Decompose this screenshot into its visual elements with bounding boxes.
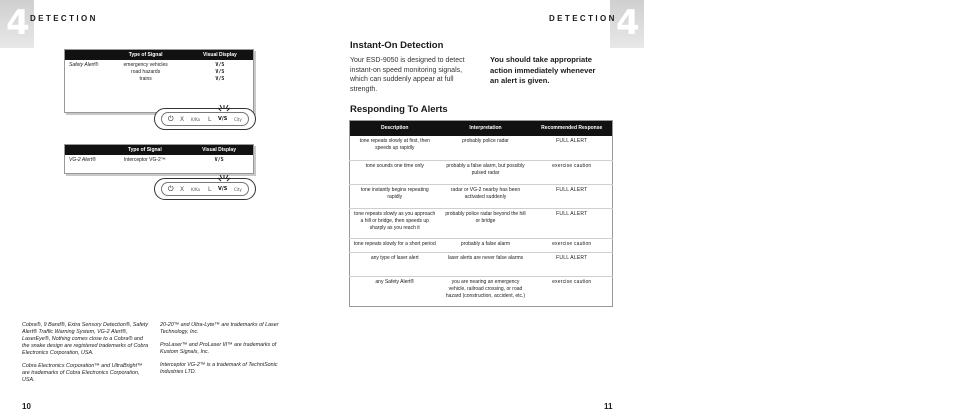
section-title-right: DETECTION bbox=[549, 14, 617, 23]
band-l-label: L bbox=[208, 186, 212, 193]
resp-interpretation: radar or VG-2 nearby has been activated suddenly bbox=[440, 185, 532, 209]
responding-table bbox=[349, 120, 613, 307]
table1-header-display: Visual Display bbox=[187, 50, 254, 61]
resp-header-interpretation: Interpretation bbox=[440, 121, 532, 136]
resp-interpretation: probably a false alarm bbox=[440, 239, 532, 253]
trademark-note: 20-20™ and Ultra-Lyte™ are trademarks of Laser Technology, Inc. bbox=[160, 322, 279, 335]
band-kka-label: K/Ka bbox=[191, 187, 200, 192]
resp-description: tone instantly begins repeating rapidly bbox=[350, 185, 440, 209]
responding-heading: Responding To Alerts bbox=[350, 104, 448, 115]
vg2-alert-table bbox=[64, 144, 254, 174]
resp-interpretation: probably police radar beyond the hill or bridge bbox=[440, 209, 532, 239]
resp-recommendation: FULL ALERT bbox=[532, 136, 613, 161]
resp-description: tone sounds one time only bbox=[350, 161, 440, 185]
safety-alert-table bbox=[64, 49, 254, 113]
table-row bbox=[350, 239, 613, 253]
chapter-number-right: 4 bbox=[616, 3, 640, 43]
table2-header-blank bbox=[65, 145, 105, 156]
signal-type: Interceptor VG-2™ bbox=[123, 157, 166, 163]
resp-interpretation: laser alerts are never false alarms bbox=[440, 253, 532, 277]
alert-warning: You should take appropriate action immediately whenever an alert is given. bbox=[490, 55, 596, 85]
table-row bbox=[350, 185, 613, 209]
signal-type-item: road hazards bbox=[131, 69, 161, 75]
resp-description: any type of laser alert bbox=[350, 253, 440, 277]
resp-recommendation: exercise caution bbox=[532, 161, 613, 185]
display-value: V/S bbox=[215, 62, 225, 68]
trademark-note: Cobra®, 9 Band®, Extra Sensory Detection®, Safety Alert® Traffic Warning System, VG-2 Alert®, LaserEye®, Nothing comes close to a Cobra® and the snake design are registered trademarks of Cobra Electronics Corporation, USA. bbox=[22, 322, 149, 356]
chapter-number-left: 4 bbox=[6, 3, 30, 43]
display-window bbox=[161, 182, 249, 196]
table2-header-display: Visual Display bbox=[185, 145, 253, 156]
signal-vs-label: V/S bbox=[218, 186, 228, 192]
flash-rays-icon bbox=[217, 174, 231, 188]
trademark-note: ProLaser™ and ProLaser III™ are trademarks of Kustom Signals, Inc. bbox=[160, 342, 277, 355]
band-l-label: L bbox=[208, 116, 212, 123]
trademark-note: Interceptor VG-2™ is a trademark of TechniSonic Industries LTD. bbox=[160, 362, 278, 375]
detector-display-1 bbox=[154, 108, 256, 130]
section-title-left: DETECTION bbox=[30, 14, 98, 23]
table-row bbox=[350, 161, 613, 185]
display-value: V/S bbox=[215, 76, 225, 82]
table-row bbox=[350, 253, 613, 277]
table-row bbox=[350, 277, 613, 307]
trademark-notes-col1 bbox=[22, 322, 150, 390]
display-window bbox=[161, 112, 249, 126]
resp-header-response: Recommended Response bbox=[532, 121, 613, 136]
resp-description: any Safety Alert® bbox=[375, 279, 415, 285]
page-number-left: 10 bbox=[22, 402, 31, 411]
signal-vs-label: V/S bbox=[218, 116, 228, 122]
chapter-tab-right bbox=[610, 0, 644, 48]
city-label: City bbox=[234, 117, 242, 122]
resp-interpretation: probably police radar bbox=[440, 136, 532, 161]
resp-header-description: Description bbox=[350, 121, 440, 136]
resp-description: tone repeats slowly for a short period bbox=[350, 239, 440, 253]
band-kka-label: K/Ka bbox=[191, 117, 200, 122]
table2-header-type: Type of Signal bbox=[105, 145, 186, 156]
signal-name: Safety Alert® bbox=[69, 62, 99, 68]
display-value: V/S bbox=[215, 69, 225, 75]
chapter-tab-left bbox=[0, 0, 34, 48]
flash-rays-icon bbox=[217, 104, 231, 118]
signal-name: VG-2 Alert® bbox=[69, 157, 96, 163]
signal-types bbox=[105, 60, 187, 112]
table-row bbox=[65, 155, 254, 173]
signal-type-item: emergency vehicles bbox=[123, 62, 168, 68]
page-number-right: 11 bbox=[604, 402, 613, 411]
resp-description: tone repeats slowly at first, then speeds up rapidly bbox=[350, 136, 440, 161]
resp-recommendation: FULL ALERT bbox=[532, 185, 613, 209]
band-x-label: X bbox=[180, 186, 185, 193]
resp-recommendation: FULL ALERT bbox=[532, 209, 613, 239]
table1-header-type: Type of Signal bbox=[105, 50, 187, 61]
resp-interpretation: you are nearing an emergency vehicle, railroad crossing, or road hazard (construction, accident, etc.) bbox=[445, 279, 526, 299]
resp-recommendation: FULL ALERT bbox=[532, 253, 613, 277]
power-icon: ⏻ bbox=[168, 185, 174, 193]
signal-type-item: trains bbox=[139, 76, 152, 82]
detector-display-2 bbox=[154, 178, 256, 200]
trademark-note: Cobra Electronics Corporation™ and UltraBright™ are trademarks of Cobra Electronics Corporation, USA. bbox=[22, 363, 143, 383]
power-icon: ⏻ bbox=[168, 115, 174, 123]
table-row bbox=[350, 136, 613, 161]
resp-description: tone repeats slowly as you approach a hill or bridge, then speeds up sharply as you reach it bbox=[350, 209, 440, 239]
instant-on-body: Your ESD-9050 is designed to detect instant-on speed monitoring signals, which can suddenly appear at full strength. bbox=[350, 57, 465, 93]
table-row bbox=[350, 209, 613, 239]
instant-on-heading: Instant-On Detection bbox=[350, 40, 444, 51]
trademark-notes-col2 bbox=[160, 322, 282, 382]
resp-interpretation: probably a false alarm, but possibly pulsed radar bbox=[440, 161, 532, 185]
resp-recommendation: exercise caution bbox=[552, 279, 592, 285]
display-value: V/S bbox=[214, 157, 224, 163]
city-label: City bbox=[234, 187, 242, 192]
table1-header-blank bbox=[65, 50, 105, 61]
band-x-label: X bbox=[180, 116, 185, 123]
resp-recommendation: exercise caution bbox=[532, 239, 613, 253]
